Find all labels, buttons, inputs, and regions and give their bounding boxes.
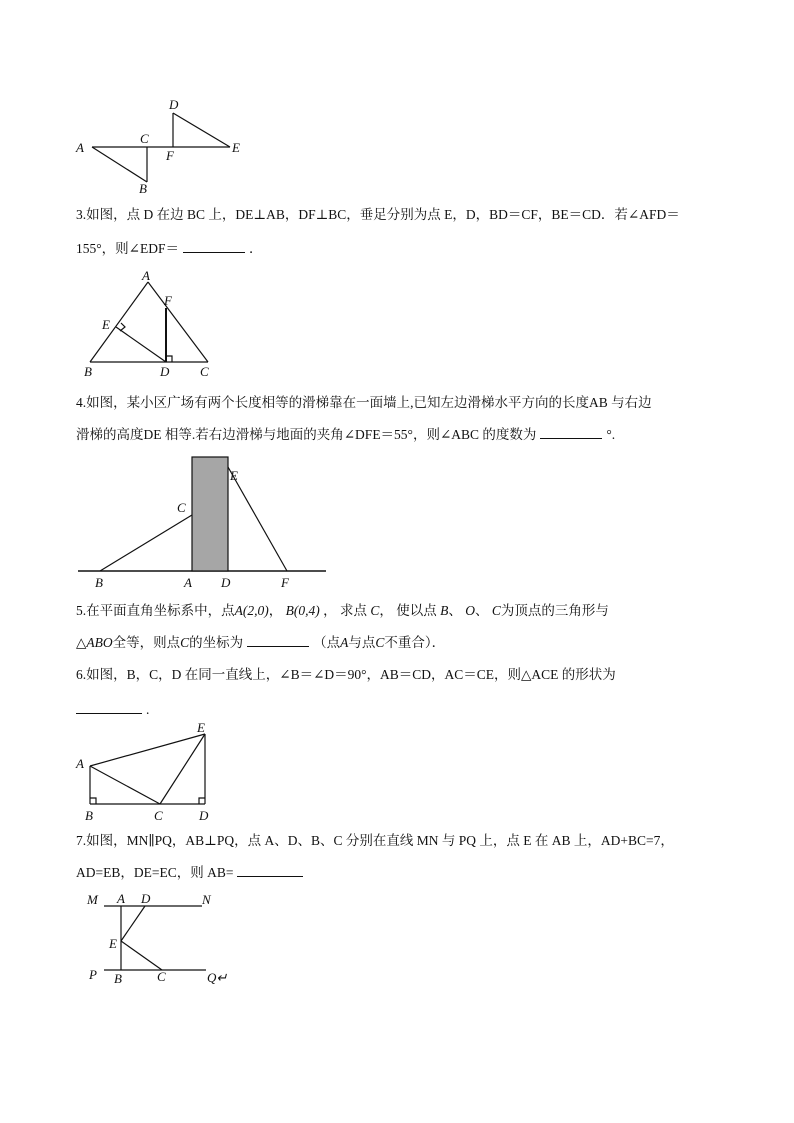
question-7-text: AD=EB，DE=EC，则 AB=: [76, 865, 234, 880]
question-4-end: °.: [606, 427, 616, 442]
question-3-text: 155°，则∠EDF＝: [76, 241, 179, 256]
label-Q: Q↵: [207, 970, 228, 985]
q5-text-3: ， 使以点: [379, 603, 437, 618]
label-E: E: [102, 317, 110, 332]
q5-var-c: C: [370, 603, 380, 618]
label-M: M: [87, 892, 98, 907]
q5-text-1: 5.在平面直角坐标系中，点: [76, 603, 235, 618]
question-6-line-1: 6.如图，B，C，D 在同一直线上，∠B＝∠D＝90°，AB＝CD，AC＝CE，则△ACE 的形状为: [76, 667, 616, 682]
question-6-end: .: [146, 702, 150, 717]
segment-AC: [90, 766, 160, 804]
figure-q4-slides: [70, 450, 332, 592]
label-A: A: [76, 756, 84, 771]
question-3-end: ．: [248, 241, 263, 256]
segment-DE: [173, 113, 230, 147]
answer-blank-q5[interactable]: [247, 634, 309, 647]
q5-text-9: 不重合）．: [384, 635, 446, 650]
wall: [192, 457, 228, 571]
label-F: F: [166, 148, 174, 163]
label-D: D: [221, 575, 231, 590]
label-B: B: [139, 181, 147, 196]
q5-point-a: A(2,0): [234, 603, 269, 618]
q5-text-8: 与点: [348, 635, 376, 650]
figure-q6: [72, 716, 222, 824]
question-5-line-2: [76, 628, 736, 658]
label-C: C: [140, 131, 149, 146]
slide-BC: [100, 515, 192, 571]
label-E: E: [230, 468, 238, 483]
question-7-line-2: [76, 858, 736, 888]
q5-var-o: O: [465, 603, 476, 618]
label-C: C: [200, 364, 209, 379]
question-3-line-2: [76, 234, 736, 264]
question-5-line-1: [76, 596, 736, 626]
q5-var-b: B: [440, 603, 449, 618]
label-C: C: [154, 808, 163, 823]
label-E: E: [197, 720, 205, 735]
segment-AB: [90, 282, 148, 362]
q5-text-5: 全等，则点: [112, 635, 181, 650]
label-E: E: [232, 140, 240, 155]
q5-var-abo: ABO: [86, 635, 113, 650]
label-A: A: [117, 891, 125, 906]
label-F: F: [281, 575, 289, 590]
q5-point-b: B(0,4): [285, 603, 320, 618]
label-P: P: [89, 967, 97, 982]
label-D: D: [141, 891, 151, 906]
q5-sep-3: 、: [475, 603, 489, 618]
segment-EC: [121, 941, 162, 970]
segment-ED: [116, 327, 166, 362]
figure-q7: [84, 886, 234, 990]
q5-text-4: 为顶点的三角形与: [500, 603, 609, 618]
label-D: D: [160, 364, 170, 379]
answer-blank-q3[interactable]: [183, 240, 245, 253]
question-3-line-1: 3.如图，点 D 在边 BC 上，DE⊥AB，DF⊥BC，垂足分别为点 E，D，BD＝CF，BE＝CD．若∠AFD＝: [76, 207, 680, 222]
answer-blank-q6[interactable]: [76, 701, 142, 714]
figure-q3-triangle: [80, 270, 220, 382]
q5-text-2: ， 求点: [323, 603, 367, 618]
q5-text-6: 的坐标为: [189, 635, 244, 650]
q5-var-c2: C: [491, 603, 501, 618]
label-A: A: [142, 268, 150, 283]
label-C: C: [157, 969, 166, 984]
label-F: F: [164, 293, 172, 308]
label-A: A: [184, 575, 192, 590]
answer-blank-q4[interactable]: [540, 426, 602, 439]
label-D: D: [169, 97, 179, 112]
segment-AB: [92, 147, 147, 182]
question-4-text: 滑梯的高度DE 相等.若右边滑梯与地面的夹角∠DFE＝55°，则∠ABC 的度数为: [76, 427, 537, 442]
q5-var-c4: C: [375, 635, 385, 650]
answer-blank-q7[interactable]: [237, 864, 303, 877]
label-D: D: [199, 808, 209, 823]
question-4-line-2: [76, 420, 736, 450]
q5-text-7: （点: [313, 635, 341, 650]
label-B: B: [85, 808, 93, 823]
label-B: B: [84, 364, 92, 379]
right-angle-mark-E: [120, 323, 125, 331]
segment-ED: [121, 906, 145, 941]
segment-AC: [148, 282, 208, 362]
figure-top-triangles: [70, 95, 260, 200]
q5-var-c3: C: [180, 635, 190, 650]
label-B: B: [114, 971, 122, 986]
label-A: A: [76, 140, 84, 155]
label-C: C: [177, 500, 186, 515]
q5-sep-2: 、: [448, 603, 462, 618]
label-N: N: [202, 892, 211, 907]
label-B: B: [95, 575, 103, 590]
right-angle-mark-B: [90, 798, 96, 804]
q5-var-a: A: [340, 635, 349, 650]
question-7-line-1: 7.如图，MN∥PQ，AB⊥PQ，点 A、D、B、C 分别在直线 MN 与 PQ 上，点 E 在 AB 上，AD+BC=7，: [76, 833, 674, 848]
q5-sep-1: ，: [268, 603, 283, 618]
label-E: E: [109, 936, 117, 951]
right-angle-mark-D: [199, 798, 205, 804]
q5-triangle-sign: △: [76, 635, 87, 650]
question-4-line-1: 4.如图，某小区广场有两个长度相等的滑梯靠在一面墙上,已知左边滑梯水平方向的长度AB 与右边: [76, 395, 652, 410]
